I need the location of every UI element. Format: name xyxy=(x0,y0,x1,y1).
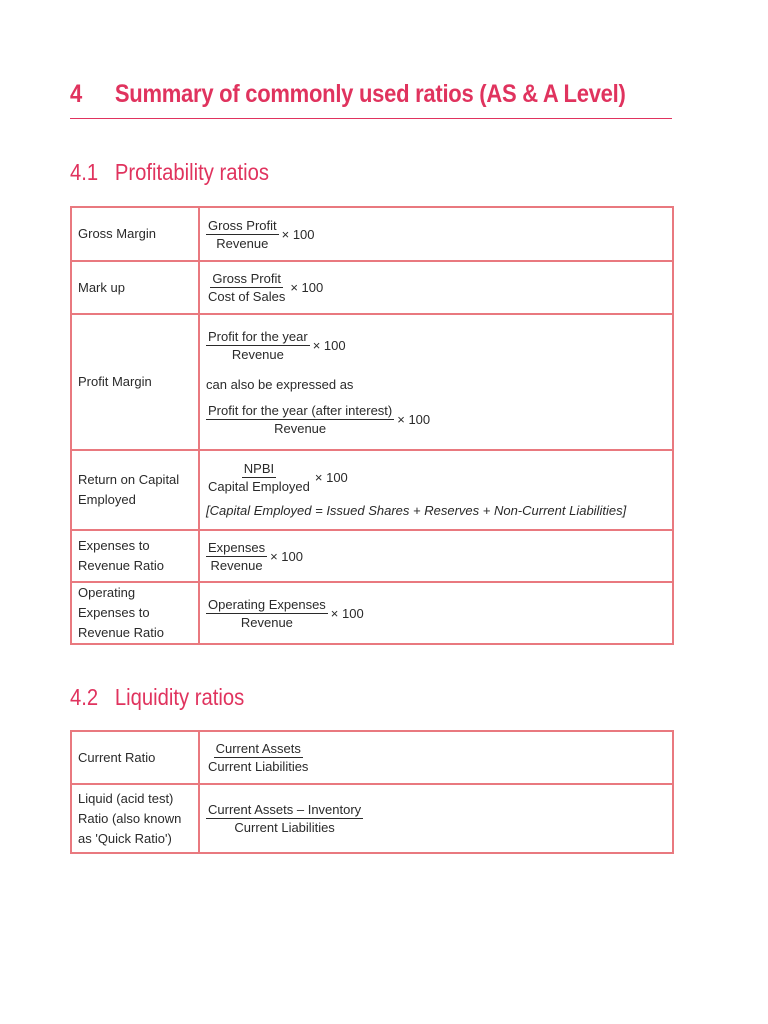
ratio-name: Return on Capital Employed xyxy=(71,450,199,530)
multiplier: × 100 xyxy=(330,605,364,621)
ratio-name: Current Ratio xyxy=(71,731,199,784)
fraction xyxy=(206,461,312,494)
ratio-formula xyxy=(199,582,673,644)
numerator: Operating Expenses xyxy=(208,596,326,612)
fraction xyxy=(206,403,394,436)
table-row xyxy=(71,314,673,450)
numerator: Profit for the year xyxy=(208,328,308,344)
ratio-formula xyxy=(199,207,673,261)
fraction xyxy=(206,802,363,835)
section-heading-liquidity xyxy=(70,684,244,711)
ratio-name: Operating Expenses to Revenue Ratio xyxy=(71,582,199,644)
chapter-number: 4 xyxy=(70,80,82,108)
profitability-table xyxy=(70,206,674,645)
page-title xyxy=(70,80,626,109)
section-title: Profitability ratios xyxy=(114,159,269,185)
fraction xyxy=(206,218,279,251)
numerator: Expenses xyxy=(208,539,266,555)
numerator: Gross Profit xyxy=(208,217,277,233)
liquidity-table xyxy=(70,730,674,854)
denominator: Revenue xyxy=(210,557,263,573)
heading-rule xyxy=(70,118,672,119)
denominator: Revenue xyxy=(274,420,327,436)
ratio-name: Gross Margin xyxy=(71,207,199,261)
numerator: Gross Profit xyxy=(212,271,281,286)
capital-employed-note: [Capital Employed = Issued Shares + Reserves + Non-Current Liabilities] xyxy=(206,502,627,518)
ratio-formula xyxy=(199,261,673,314)
ratio-name: Profit Margin xyxy=(71,314,199,450)
fraction xyxy=(206,741,310,774)
table-row xyxy=(71,450,673,530)
multiplier: × 100 xyxy=(314,469,348,485)
denominator: Current Liabilities xyxy=(208,759,309,774)
fraction xyxy=(206,329,310,362)
numerator: Current Assets xyxy=(215,741,301,756)
ratio-formula xyxy=(199,314,673,450)
fraction xyxy=(206,271,287,304)
numerator: Profit for the year (after interest) xyxy=(208,402,393,418)
multiplier: × 100 xyxy=(270,548,303,564)
ratio-name: Expenses to Revenue Ratio xyxy=(71,530,199,582)
ratio-formula xyxy=(199,784,673,853)
table-row xyxy=(71,582,673,644)
ratio-formula xyxy=(199,530,673,582)
table-row xyxy=(71,784,673,853)
table-row xyxy=(71,530,673,582)
chapter-title: Summary of commonly used ratios (AS & A Level) xyxy=(114,80,626,108)
multiplier: × 100 xyxy=(281,226,315,242)
multiplier: × 100 xyxy=(290,280,324,295)
table-row xyxy=(71,261,673,314)
denominator: Revenue xyxy=(240,614,293,630)
multiplier: × 100 xyxy=(312,337,346,353)
fraction xyxy=(206,597,328,630)
note-text: can also be expressed as xyxy=(206,376,354,392)
denominator: Revenue xyxy=(231,346,284,362)
ratio-name: Liquid (acid test) Ratio (also known as 'Quick Ratio') xyxy=(71,784,199,853)
fraction xyxy=(206,540,267,573)
section-heading-profitability xyxy=(70,159,269,186)
denominator: Cost of Sales xyxy=(208,289,286,304)
denominator: Revenue xyxy=(216,235,269,251)
section-number: 4.1 xyxy=(70,159,99,185)
table-row xyxy=(71,731,673,784)
table-row xyxy=(71,207,673,261)
numerator: NPBI xyxy=(243,460,275,476)
ratio-name: Mark up xyxy=(71,261,199,314)
section-number: 4.2 xyxy=(70,684,99,710)
numerator: Current Assets – Inventory xyxy=(208,802,362,817)
section-title: Liquidity ratios xyxy=(114,684,245,710)
ratio-formula xyxy=(199,731,673,784)
multiplier: × 100 xyxy=(397,411,431,427)
ratio-formula xyxy=(199,450,673,530)
denominator: Capital Employed xyxy=(208,478,310,494)
denominator: Current Liabilities xyxy=(234,820,335,835)
